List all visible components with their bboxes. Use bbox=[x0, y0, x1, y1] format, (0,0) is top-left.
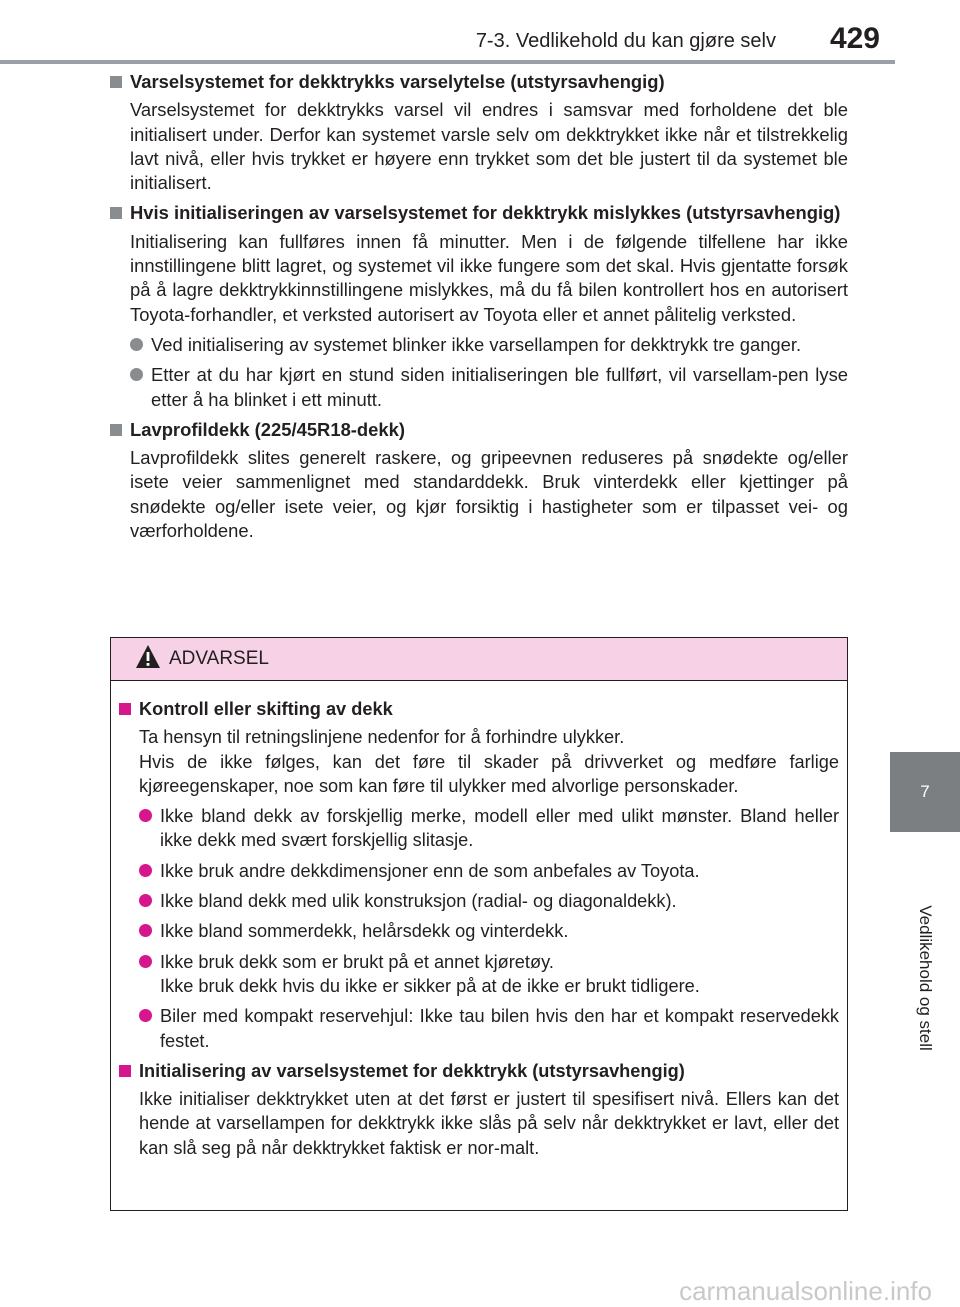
list-item bbox=[139, 804, 839, 853]
header-divider bbox=[0, 60, 895, 64]
list-item-text: Etter at du har kjørt en stund siden initialiseringen ble fullført, vil varsellam-pen lyse etter å ha blinket i ett minutt. bbox=[151, 364, 848, 410]
list-item-line: Ikke bruk dekk hvis du ikke er sikker på at de ikke er brukt tidligere. bbox=[160, 975, 700, 996]
section-heading bbox=[119, 697, 839, 721]
list-item bbox=[130, 333, 848, 357]
section-heading bbox=[119, 1059, 839, 1083]
section-paragraph: Initialisering kan fullføres innen få minutter. Men i de følgende tilfellene har ikke innstillingene blitt lagret, og systemet vil ikke fungere som det skal. Hvis gjentatte forsøk på å lagre dekktrykkinnstillingene mislykkes, må du få bilen kontrollert hos en autorisert Toyota-forhandler, et verksted autorisert av Toyota eller et annet pålitelig verksted. bbox=[130, 230, 848, 325]
square-bullet-icon bbox=[110, 207, 122, 219]
chapter-tab: 7 bbox=[890, 752, 960, 832]
section-title: Varselsystemet for dekktrykks varselytelse (utstyrsavhengig) bbox=[130, 71, 665, 92]
section-initialization-fails bbox=[110, 201, 848, 411]
section-title: Hvis initialiseringen av varselsystemet for dekktrykk mislykkes (utstyrsavhengig) bbox=[130, 202, 841, 224]
section-tpws-performance bbox=[110, 70, 848, 195]
list-item-text: Ikke bland dekk av forskjellig merke, modell eller med ulikt mønster. Bland heller ikke dekk med svært forskjellig slitasje. bbox=[160, 806, 839, 851]
circle-bullet-icon bbox=[139, 864, 152, 877]
list-item bbox=[139, 919, 839, 943]
section-paragraph: Varselsystemet for dekktrykks varsel vil endres i samsvar med forholdene det ble initialisert under. Derfor kan systemet varsle selv om dekktrykket ikke når et tilstrekkelig lavt nivå, eller hvis trykket er høyere enn trykket som det ble justert til da systemet ble initialisert. bbox=[130, 99, 848, 194]
page-number: 429 bbox=[829, 22, 880, 55]
bullet-list bbox=[130, 333, 848, 412]
warning-title: ADVARSEL bbox=[169, 648, 269, 669]
list-item bbox=[130, 363, 848, 412]
list-item-text: Ikke bland sommerdekk, helårsdekk og vinterdekk. bbox=[160, 921, 569, 942]
list-item-line: Ikke bruk dekk som er brukt på et annet kjøretøy. bbox=[160, 951, 554, 972]
list-item-text: Ikke bland dekk med ulik konstruksjon (radial- og diagonaldekk). bbox=[160, 891, 677, 912]
section-paragraph: Ikke initialiser dekktrykket uten at det først er justert til spesifisert nivå. Ellers kan det hende at varsellampen for dekktrykk ikke slås på selv når dekktrykket er lavt, eller det kan slå seg på når dekktrykket faktisk er nor-malt. bbox=[139, 1089, 839, 1158]
section-heading bbox=[110, 70, 848, 94]
section-paragraph: Lavprofildekk slites generelt raskere, og gripeevnen reduseres på snødekte og/eller isete veier sammenlignet med standarddekk. Bruk vinterdekk eller kjettinger på snødekte og/eller isete veier, og kjør forsiktig i hastigheter som er tilpasset vei- og værforholdene. bbox=[130, 447, 848, 542]
section-title: Kontroll eller skifting av dekk bbox=[139, 699, 393, 719]
main-content bbox=[110, 70, 848, 549]
list-item bbox=[139, 889, 839, 913]
list-item bbox=[139, 859, 839, 883]
warning-section-initialization bbox=[119, 1059, 839, 1160]
bullet-list bbox=[139, 804, 839, 1053]
square-bullet-icon bbox=[110, 76, 122, 88]
section-paragraph: Hvis de ikke følges, kan det føre til skader på drivverket og medføre farlige kjøreegenskaper, noe som kan føre til ulykker med alvorlige personskader. bbox=[139, 751, 839, 796]
circle-bullet-icon bbox=[139, 894, 152, 907]
square-bullet-icon bbox=[119, 1065, 131, 1077]
warning-section-tire-change bbox=[119, 697, 839, 1053]
section-title: Lavprofildekk (225/45R18-dekk) bbox=[130, 418, 405, 440]
circle-bullet-icon bbox=[139, 1009, 152, 1022]
list-item-text: Ved initialisering av systemet blinker ikke varsellampen for dekktrykk tre ganger. bbox=[151, 333, 802, 355]
circle-bullet-icon bbox=[130, 368, 143, 381]
warning-triangle-icon bbox=[135, 644, 161, 670]
watermark: carmanualsonline.info bbox=[679, 1276, 932, 1306]
section-paragraph: Ta hensyn til retningslinjene nedenfor for å forhindre ulykker. bbox=[139, 727, 625, 748]
list-item-text: Ikke bruk andre dekkdimensjoner enn de som anbefales av Toyota. bbox=[160, 860, 700, 881]
warning-box bbox=[110, 637, 848, 1211]
square-bullet-icon bbox=[119, 703, 131, 715]
section-heading bbox=[110, 201, 848, 225]
warning-body bbox=[111, 681, 847, 1160]
section-low-profile-tires bbox=[110, 418, 848, 543]
square-bullet-icon bbox=[110, 424, 122, 436]
circle-bullet-icon bbox=[139, 809, 152, 822]
list-item bbox=[139, 1004, 839, 1053]
list-item-text: Biler med kompakt reservehjul: Ikke tau bilen hvis den har et kompakt reservedekk festet. bbox=[160, 1006, 839, 1051]
chapter-tab-label: Vedlikehold og stell bbox=[916, 905, 935, 1051]
section-title: Initialisering av varselsystemet for dekktrykk (utstyrsavhengig) bbox=[139, 1060, 685, 1081]
list-item-text bbox=[160, 950, 839, 999]
chapter-title: 7-3. Vedlikehold du kan gjøre selv bbox=[475, 30, 776, 52]
list-item bbox=[139, 950, 839, 999]
circle-bullet-icon bbox=[139, 955, 152, 968]
circle-bullet-icon bbox=[139, 924, 152, 937]
section-heading bbox=[110, 418, 848, 442]
circle-bullet-icon bbox=[130, 338, 143, 351]
warning-header bbox=[111, 638, 847, 681]
